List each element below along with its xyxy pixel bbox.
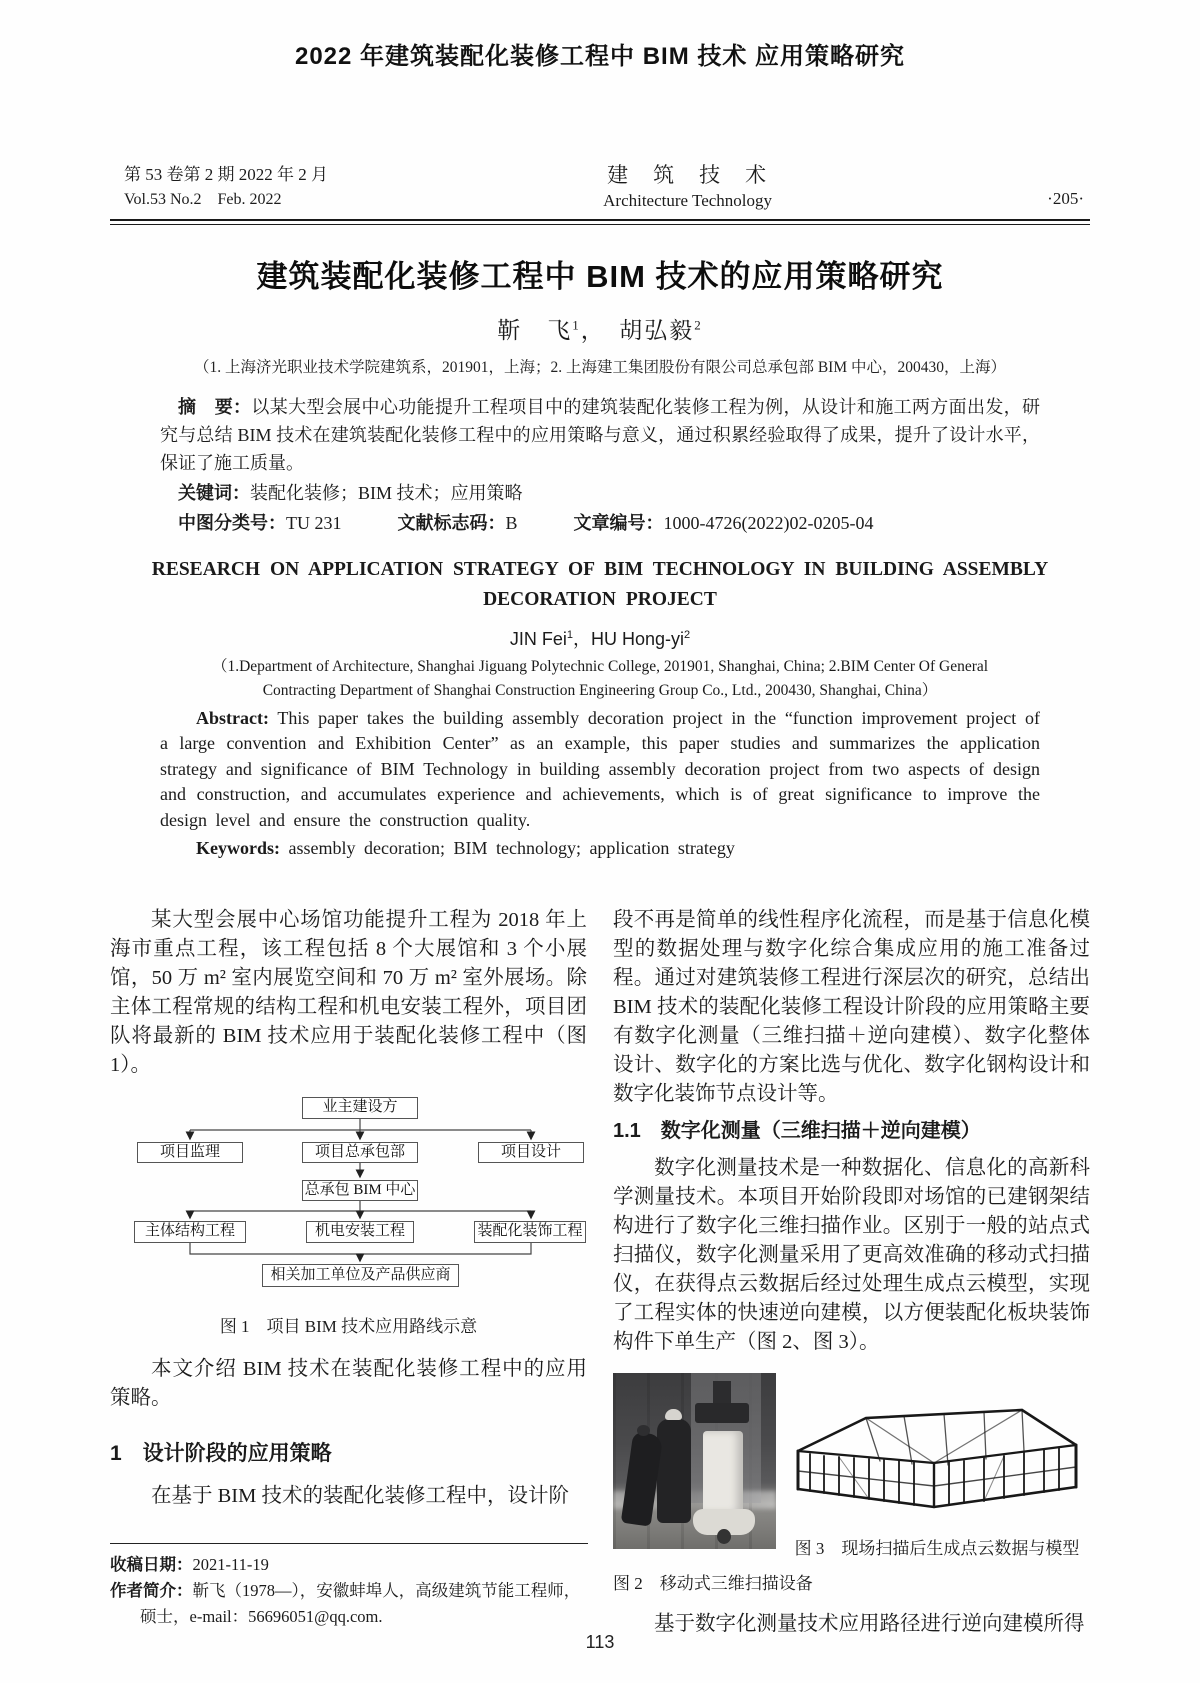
author-bio-label: 作者简介： <box>110 1581 193 1600</box>
journal-page-no: ·205· <box>1047 189 1084 208</box>
right-column <box>613 906 1090 1639</box>
header-divider <box>110 219 1090 225</box>
running-head: 2022 年建筑装配化装修工程中 BIM 技术 应用策略研究 <box>294 43 906 70</box>
scanner-head <box>695 1403 749 1423</box>
flowchart-design-box: 项目设计 <box>478 1142 584 1163</box>
author-2-en: HU Hong-yi <box>590 629 685 650</box>
author-bio-value: 靳飞（1978—），安徽蚌埠人，高级建筑节能工程师， <box>192 1580 581 1600</box>
body-columns <box>110 906 1090 1639</box>
abstract-paragraph-en <box>160 706 1040 834</box>
abstract-block-cn <box>110 393 1090 537</box>
figures-row <box>613 1373 1090 1563</box>
flowchart-supervision-box: 项目监理 <box>137 1142 243 1163</box>
right-paragraph-2: 数字化测量技术是一种数据化、信息化的高新科学测量技术。本项目开始阶段即对场馆的已建钢架结构进行了数字化三维扫描作业。区别于一般的站点式扫描仪，数字化测量采用了更高效准确的移动式扫描仪，在获得点云数据后经过处理生成点云模型，实现了工程实体的快速逆向建模，以方便装配化板块装饰构件下单生产（图 2、图 3）。 <box>613 1156 1090 1353</box>
article-title: 建筑装配化装修工程中 BIM 技术的应用策略研究 <box>256 259 944 294</box>
figure1-flowchart <box>110 1094 588 1292</box>
left-paragraph-2: 本文介绍 BIM 技术在装配化装修工程中的应用策略。 <box>110 1357 587 1409</box>
author-separator-en: ， <box>572 629 591 650</box>
figure1-caption: 图 1 项目 BIM 技术应用路线示意 <box>219 1316 478 1336</box>
abstract-label-cn: 摘 要： <box>178 397 252 417</box>
journal-name-block <box>603 159 772 211</box>
abstract-paragraph-cn <box>160 393 1040 477</box>
figure3-block <box>784 1373 1090 1563</box>
classification-line <box>160 509 1040 537</box>
right-paragraph-3: 基于数字化测量技术应用路径进行逆向建模所得 <box>654 1612 1085 1635</box>
flowchart-structure-box: 主体结构工程 <box>134 1221 246 1243</box>
author-2: 胡弘毅 <box>619 318 695 343</box>
abstract-label-en: Abstract: <box>196 707 269 728</box>
section-1-1-heading: 1.1 数字化测量（三维扫描＋逆向建模） <box>613 1119 981 1142</box>
clc-value: TU 231 <box>286 513 342 533</box>
abstract-text-cn: 以某大型会展中心功能提升工程项目中的建筑装配化装修工程为例，从设计和施工两方面出发，研究与总结 BIM 技术在建筑装配化装修工程中的应用策略与意义，通过积累经验取得了成果，提升了设计水平，保证了施工质量。 <box>160 397 1041 473</box>
flowchart-mep-box: 机电安装工程 <box>306 1221 414 1243</box>
left-column <box>110 906 587 1639</box>
section-1-heading: 1 设计阶段的应用策略 <box>110 1441 332 1465</box>
keywords-label-en: Keywords: <box>196 838 280 859</box>
photo-person-standing <box>657 1419 691 1523</box>
footnote-divider <box>110 1543 588 1544</box>
keywords-text-en: assembly decoration; BIM technology; application strategy <box>288 838 735 859</box>
right-paragraph-1: 段不再是简单的线性程序化流程，而是基于信息化模型的数据处理与数字化综合集成应用的施工准备过程。通过对建筑装修工程进行深层次的研究，总结出 BIM 技术的装配化装修工程设计阶段的应用策略主要有数字化测量（三维扫描＋逆向建模）、数字化整体设计、数字化的方案比选与优化、数字化钢构设计和数字化装饰节点设计等。 <box>613 908 1090 1105</box>
keywords-text-cn: 装配化装修；BIM 技术；应用策略 <box>250 483 523 503</box>
abstract-block-en <box>110 706 1090 862</box>
journal-volume-cn: 第 53 卷第 2 期 2022 年 2 月 <box>124 165 328 185</box>
title-en-line1: RESEARCH ON APPLICATION STRATEGY OF BIM TECHNOLOGY IN BUILDING ASSEMBLY <box>151 559 1049 580</box>
flowchart-general-contract-box: 项目总承包部 <box>302 1142 418 1163</box>
figure3-pointcloud-image <box>784 1401 1084 1519</box>
figure2-caption: 图 2 移动式三维扫描设备 <box>613 1573 813 1593</box>
photo-hard-hat <box>665 1409 682 1420</box>
author-bio-line <box>110 1578 587 1604</box>
doc-code-label: 文献标志码： <box>397 513 506 533</box>
flowchart-suppliers-box: 相关加工单位及产品供应商 <box>262 1264 459 1287</box>
author-2-en-sup: 2 <box>684 629 691 642</box>
clc-item <box>178 509 342 537</box>
author-1-en: JIN Fei <box>509 629 567 650</box>
author-separator: ， <box>580 318 620 343</box>
authors-line-en <box>110 625 1090 651</box>
scanner-body <box>703 1431 743 1513</box>
author-1: 靳 飞 <box>497 318 573 343</box>
flowchart-bim-center-box: 总承包 BIM 中心 <box>302 1180 418 1201</box>
article-id-label: 文章编号： <box>573 513 664 533</box>
photo-person-head <box>637 1425 650 1436</box>
received-date-value: 2021-11-19 <box>192 1554 269 1574</box>
journal-volume-block <box>110 163 328 211</box>
author-1-en-sup: 1 <box>566 629 573 642</box>
article-id-value: 1000-4726(2022)02-0205-04 <box>663 513 874 533</box>
journal-header <box>110 159 1090 211</box>
authors-line <box>110 312 1090 345</box>
affiliation-en-text: （1.Department of Architecture, Shanghai Jiguang Polytechnic College, 201901, Shanghai, China; 2.BIM Center Of General Contracting Department of Shanghai Construction Engineering Group Co., Ltd., 200430, Shanghai, China） <box>211 658 989 699</box>
page-number: 113 <box>585 1632 615 1652</box>
keywords-line-cn <box>160 479 1040 507</box>
affiliation-en <box>110 655 1090 702</box>
journal-name-en: Architecture Technology <box>603 191 773 210</box>
journal-volume-en: Vol.53 No.2 Feb. 2022 <box>124 190 282 208</box>
title-en-line2: DECORATION PROJECT <box>483 589 717 611</box>
article-id-item <box>574 509 874 537</box>
figure2-photo <box>613 1373 776 1549</box>
keywords-line-en <box>160 836 1040 862</box>
author-1-sup: 1 <box>572 317 581 333</box>
author-bio-line-2: 硕士，e-mail：56696051@qq.com. <box>140 1606 383 1626</box>
left-paragraph-1: 某大型会展中心场馆功能提升工程为 2018 年上海市重点工程，该工程包括 8 个大展馆和 3 个小展馆，50 万 m² 室内展览空间和 70 万 m² 室外展场。除主体工程常规的结构工程和机电安装工程外，项目团队将最新的 BIM 技术应用于装配化装修工程中（图 1）。 <box>110 908 587 1076</box>
author-2-sup: 2 <box>694 317 703 333</box>
received-date-line <box>110 1552 587 1578</box>
doc-code-item <box>398 509 518 537</box>
article-title-en <box>110 555 1090 615</box>
figure3-caption: 图 3 现场扫描后生成点云数据与模型 <box>794 1538 1080 1558</box>
flowchart-owner-box: 业主建设方 <box>302 1097 418 1119</box>
clc-label: 中图分类号： <box>178 513 286 533</box>
journal-name-cn: 建 筑 技 术 <box>607 163 769 187</box>
received-date-label: 收稿日期： <box>110 1555 193 1574</box>
doc-code-value: B <box>505 513 518 533</box>
left-paragraph-3: 在基于 BIM 技术的装配化装修工程中，设计阶 <box>151 1484 569 1507</box>
abstract-text-en: This paper takes the building assembly decoration project in the “function improvement project of a large convention and Exhibition Center” as an example, this paper studies and summarizes the application strategy and significance of BIM Technology in building assembly decoration project from two aspects of design and construction, and accumulates experience and achievements, which is of great significance to improve the design level and ensure the construction quality. <box>160 707 1040 830</box>
scanner-wheel <box>717 1529 731 1544</box>
affiliation-cn: （1. 上海济光职业技术学院建筑系，201901，上海；2. 上海建工集团股份有限公司总承包部 BIM 中心，200430，上海） <box>193 359 1007 376</box>
flowchart-decoration-box: 装配化装饰工程 <box>474 1221 586 1243</box>
footnote-block <box>110 1543 587 1630</box>
keywords-label-cn: 关键词： <box>178 483 250 503</box>
